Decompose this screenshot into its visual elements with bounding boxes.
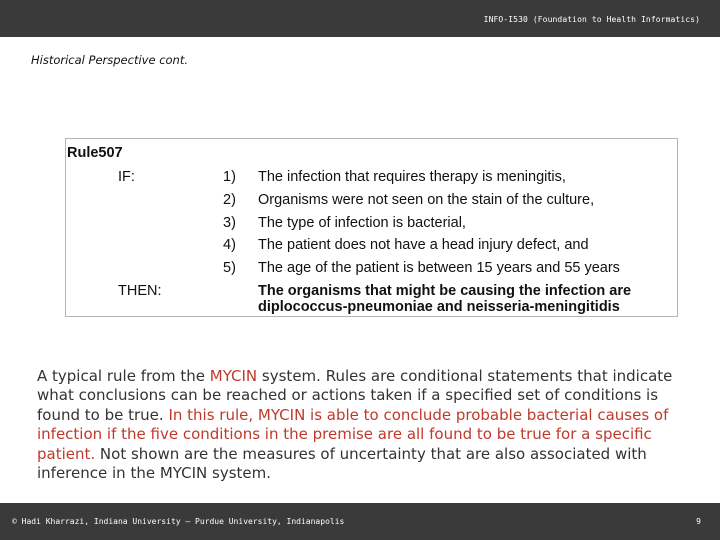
condition-text: Organisms were not seen on the stain of the culture, [258,192,595,208]
condition-text: The patient does not have a head injury defect, and [258,237,589,253]
caption-text [37,367,697,483]
condition-number: 3) [223,215,236,231]
then-conclusion [258,283,631,315]
slide-title: Historical Perspective cont. [31,53,189,67]
then-label: THEN: [118,283,162,299]
page-number: 9 [696,517,701,526]
condition-item [223,237,589,253]
course-title: INFO-I530 (Foundation to Health Informatics) [483,15,700,24]
condition-number: 4) [223,237,236,253]
then-line-2: diplococcus-pneumoniae and neisseria-meningitidis [258,299,620,315]
header-bar [0,0,720,37]
caption-part-2: system. Rules are conditional statements that indicate what conclusions can be reached or actions taken if a specified set of conditions is found to be true. [37,367,673,424]
footer-bar [0,503,720,540]
rule-name: Rule507 [67,145,123,161]
condition-number: 1) [223,169,236,185]
condition-item [223,215,466,231]
if-label: IF: [118,169,135,185]
condition-text: The infection that requires therapy is meningitis, [258,169,566,185]
condition-number: 2) [223,192,236,208]
condition-text: The age of the patient is between 15 years and 55 years [258,260,620,276]
caption-part-3: Not shown are the measures of uncertainty that are also associated with inference in the MYCIN system. [37,444,647,483]
then-line-1: The organisms that might be causing the infection are [258,283,632,299]
caption-highlight: In this rule, MYCIN is able to conclude probable bacterial causes of infection if the five conditions in the premise are all found to be true for a specific patient. [37,405,669,463]
condition-item [223,192,594,208]
caption-part-1: A typical rule from the [37,367,210,385]
caption-mycin: MYCIN [209,367,258,385]
condition-item [223,260,620,276]
condition-text: The type of infection is bacterial, [258,215,466,231]
footer-credit: © Hadi Kharrazi, Indiana University – Purdue University, Indianapolis [12,517,345,526]
condition-number: 5) [223,260,236,276]
rule-figure [65,138,678,317]
condition-item [223,169,566,185]
